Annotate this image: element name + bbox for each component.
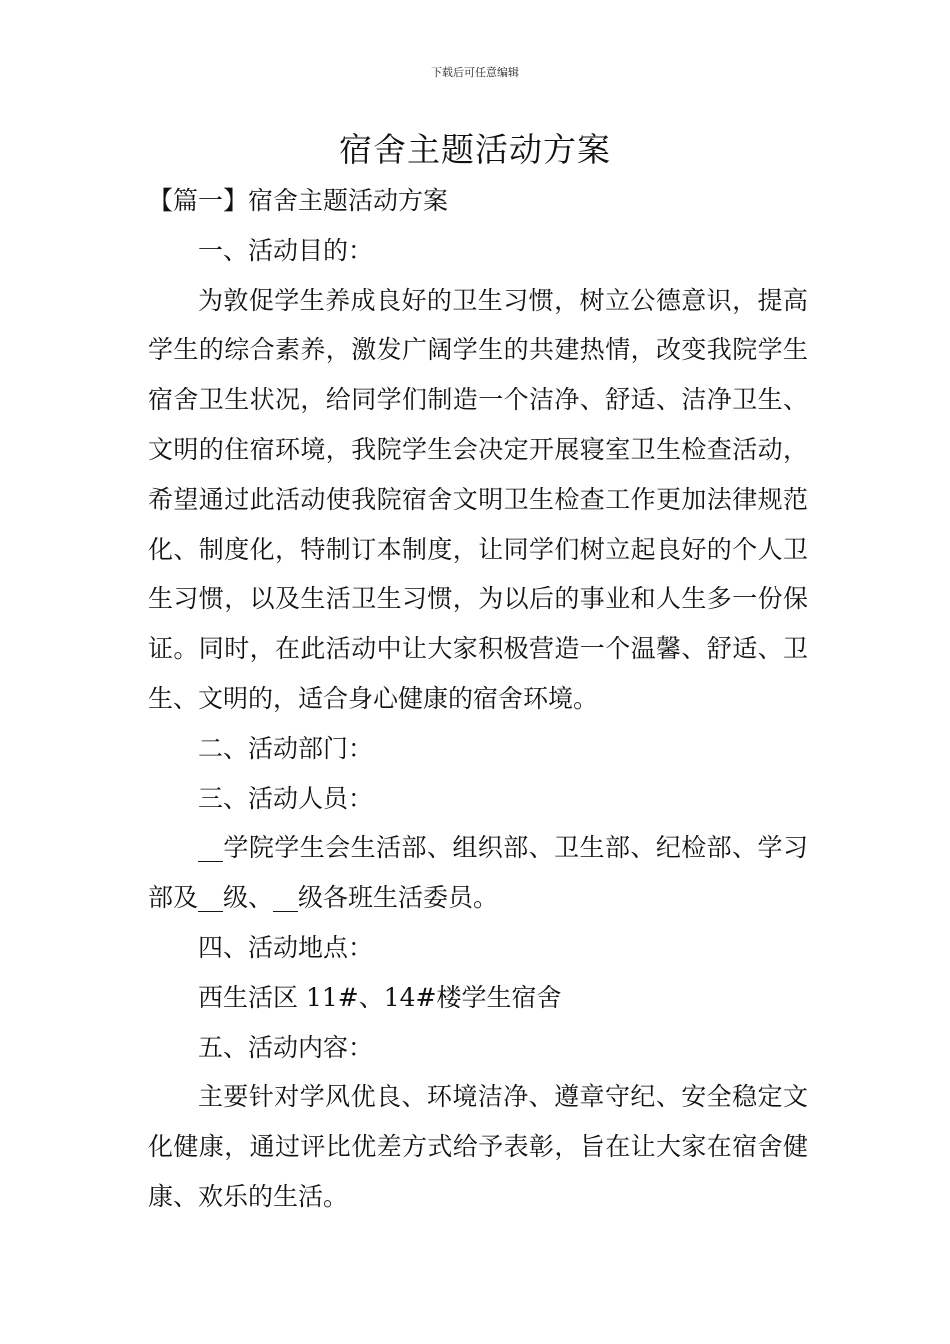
- section-3-title: 三、活动人员：: [198, 783, 374, 813]
- section-5-body: 主要针对学风优良、环境洁净、遵章守纪、安全稳定文化健康，通过评比优差方式给予表彰，旨在让大家在宿舍健康、欢乐的生活。: [148, 1082, 808, 1211]
- section-1-body: 为敦促学生养成良好的卫生习惯，树立公德意识，提高学生的综合素养，激发广阔学生的共建热情，改变我院学生宿舍卫生状况，给同学们制造一个洁净、舒适、洁净卫生、文明的住宿环境，我院学生会决定开展寝室卫生检查活动，希望通过此活动使我院宿舍文明卫生检查工作更加法律规范化、制度化，特制订本制度，让同学们树立起良好的个人卫生习惯，以及生活卫生习惯，为以后的事业和人生多一份保证。同时，在此活动中让大家积极营造一个温馨、舒适、卫生、文明的，适合身心健康的宿舍环境。: [148, 285, 808, 713]
- section-5-title: 五、活动内容：: [198, 1032, 374, 1062]
- section-4-body: 西生活区 11#、14#楼学生宿舍: [198, 982, 562, 1012]
- header-note: 下载后可任意编辑: [431, 66, 519, 79]
- section-2-title: 二、活动部门：: [198, 733, 374, 763]
- document-body: [148, 176, 808, 1222]
- document-title: 宿舍主题活动方案: [339, 130, 611, 169]
- section-1-title: 一、活动目的：: [198, 235, 374, 265]
- section-4-title: 四、活动地点：: [198, 932, 374, 962]
- section-3-body: __学院学生会生活部、组织部、卫生部、纪检部、学习部及__级、__级各班生活委员。: [148, 833, 808, 913]
- part-heading: 【篇一】宿舍主题活动方案: [148, 186, 449, 215]
